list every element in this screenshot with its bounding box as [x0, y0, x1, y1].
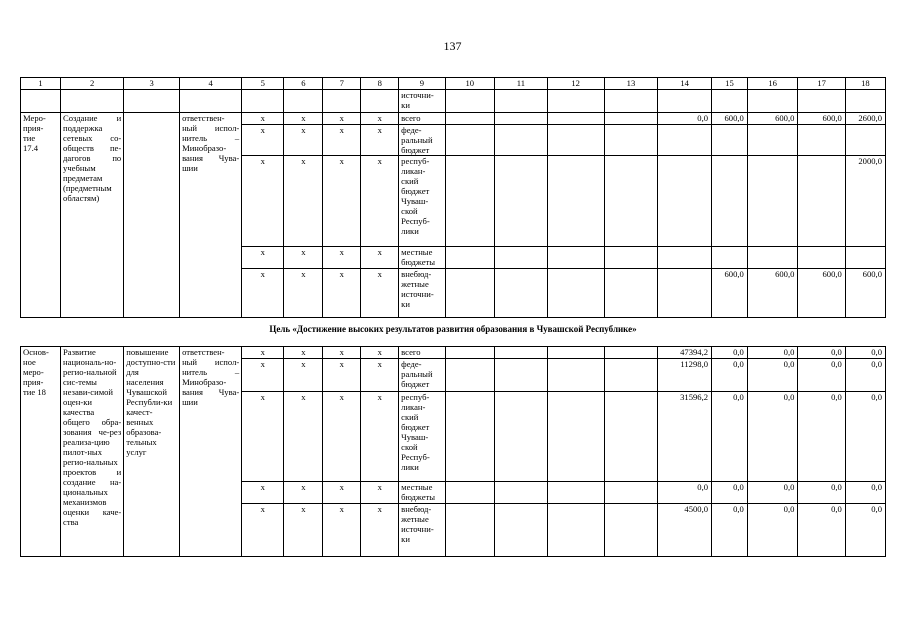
- table-row: [21, 347, 886, 359]
- grbs-cell: x: [361, 392, 399, 482]
- empty-cell: [845, 90, 885, 113]
- value-cell: 0,0: [712, 347, 748, 359]
- value-cell: [445, 156, 495, 247]
- value-cell: [445, 125, 495, 156]
- header-cell: 12: [547, 78, 604, 90]
- grbs-cell: x: [323, 504, 361, 557]
- header-cell: 10: [445, 78, 495, 90]
- value-cell: [547, 504, 604, 557]
- value-cell: 0,0: [658, 113, 712, 125]
- value-cell: [845, 125, 885, 156]
- empty-cell: [445, 90, 495, 113]
- value-cell: 600,0: [712, 113, 748, 125]
- value-cell: [495, 392, 548, 482]
- value-cell: [495, 359, 548, 392]
- source-cell: всего: [399, 113, 445, 125]
- value-cell: [658, 269, 712, 318]
- value-cell: 0,0: [798, 504, 845, 557]
- value-cell: [604, 347, 658, 359]
- header-cell: 18: [845, 78, 885, 90]
- grbs-cell: x: [323, 392, 361, 482]
- value-cell: [604, 392, 658, 482]
- empty-cell: [323, 90, 361, 113]
- grbs-cell: x: [242, 482, 284, 504]
- grbs-cell: x: [284, 392, 323, 482]
- measure-code: Меро- прия- тие 17.4: [21, 113, 61, 318]
- value-cell: 0,0: [798, 392, 845, 482]
- value-cell: [604, 504, 658, 557]
- value-cell: [604, 125, 658, 156]
- value-cell: 0,0: [798, 482, 845, 504]
- empty-cell: [284, 90, 323, 113]
- grbs-cell: x: [361, 125, 399, 156]
- table-row: [21, 113, 886, 125]
- value-cell: [747, 156, 798, 247]
- empty-cell: [21, 90, 61, 113]
- measure-goal: повышение доступно-сти для населения Чувашской Республи-ки качест-венных образова-тельных услуг: [124, 347, 180, 557]
- value-cell: [747, 125, 798, 156]
- empty-cell: [747, 90, 798, 113]
- measure-executor: ответствен-ный испол-нитель – Минобразо-вания Чува-шии: [180, 113, 242, 318]
- header-cell: 16: [747, 78, 798, 90]
- value-cell: [495, 347, 548, 359]
- grbs-cell: x: [242, 247, 284, 269]
- source-cell: феде- ральный бюджет: [399, 359, 445, 392]
- value-cell: 600,0: [747, 113, 798, 125]
- header-cell: 14: [658, 78, 712, 90]
- value-cell: 4500,0: [658, 504, 712, 557]
- value-cell: 0,0: [712, 504, 748, 557]
- value-cell: 11298,0: [658, 359, 712, 392]
- value-cell: [445, 482, 495, 504]
- value-cell: [658, 125, 712, 156]
- value-cell: [658, 247, 712, 269]
- measure-executor: ответствен-ный испол-нитель – Минобразо-вания Чува-шии: [180, 347, 242, 557]
- value-cell: 2000,0: [845, 156, 885, 247]
- header-cell: 6: [284, 78, 323, 90]
- value-cell: [495, 247, 548, 269]
- grbs-cell: x: [323, 269, 361, 318]
- source-cell: респуб- ликан- ский бюджет Чуваш- ской Респуб- лики: [399, 156, 445, 247]
- grbs-cell: x: [323, 347, 361, 359]
- value-cell: [547, 269, 604, 318]
- header-cell: 9: [399, 78, 445, 90]
- value-cell: [547, 347, 604, 359]
- grbs-cell: x: [361, 113, 399, 125]
- grbs-cell: x: [284, 359, 323, 392]
- value-cell: 600,0: [845, 269, 885, 318]
- value-cell: 0,0: [747, 347, 798, 359]
- empty-cell: [61, 90, 124, 113]
- grbs-cell: x: [284, 269, 323, 318]
- value-cell: 600,0: [712, 269, 748, 318]
- value-cell: 31596,2: [658, 392, 712, 482]
- value-cell: [547, 359, 604, 392]
- value-cell: [604, 247, 658, 269]
- value-cell: [495, 156, 548, 247]
- empty-cell: [495, 90, 548, 113]
- value-cell: 0,0: [747, 482, 798, 504]
- value-cell: 0,0: [712, 392, 748, 482]
- grbs-cell: x: [242, 156, 284, 247]
- value-cell: [604, 359, 658, 392]
- grbs-cell: x: [284, 156, 323, 247]
- value-cell: 47394,2: [658, 347, 712, 359]
- source-cell: респуб- ликан- ский бюджет Чуваш- ской Респуб- лики: [399, 392, 445, 482]
- empty-cell: [658, 90, 712, 113]
- value-cell: [547, 156, 604, 247]
- value-cell: 0,0: [798, 347, 845, 359]
- value-cell: [547, 392, 604, 482]
- grbs-cell: x: [361, 247, 399, 269]
- value-cell: 0,0: [658, 482, 712, 504]
- measure-name: Создание и поддержка сетевых со-обществ пе-дагогов по учебным предметам (предметным областям): [61, 113, 124, 318]
- value-cell: [658, 156, 712, 247]
- value-cell: 0,0: [845, 482, 885, 504]
- value-cell: [547, 247, 604, 269]
- goal-heading: Цель «Достижение высоких результатов развития образования в Чувашской Республике»: [269, 324, 637, 334]
- value-cell: [747, 247, 798, 269]
- value-cell: [798, 247, 845, 269]
- grbs-cell: x: [242, 347, 284, 359]
- empty-cell: [547, 90, 604, 113]
- empty-cell: [242, 90, 284, 113]
- value-cell: [445, 504, 495, 557]
- value-cell: [798, 156, 845, 247]
- grbs-cell: x: [284, 113, 323, 125]
- value-cell: 600,0: [798, 113, 845, 125]
- value-cell: 0,0: [747, 359, 798, 392]
- grbs-cell: x: [242, 125, 284, 156]
- empty-cell: [180, 90, 242, 113]
- value-cell: 2600,0: [845, 113, 885, 125]
- source-cell: местные бюджеты: [399, 247, 445, 269]
- value-cell: [445, 347, 495, 359]
- grbs-cell: x: [284, 482, 323, 504]
- source-cell: внебюд- жетные источни- ки: [399, 504, 445, 557]
- source-cell: местные бюджеты: [399, 482, 445, 504]
- source-cell: внебюд- жетные источни- ки: [399, 269, 445, 318]
- source-cell: источни- ки: [399, 90, 445, 113]
- header-cell: 8: [361, 78, 399, 90]
- value-cell: [712, 156, 748, 247]
- grbs-cell: x: [242, 269, 284, 318]
- table-row: [21, 90, 886, 113]
- grbs-cell: x: [361, 269, 399, 318]
- table-top: [20, 77, 886, 318]
- value-cell: [445, 113, 495, 125]
- grbs-cell: x: [242, 392, 284, 482]
- grbs-cell: x: [323, 156, 361, 247]
- measure-code: Основ- ное меро- прия- тие 18: [21, 347, 61, 557]
- empty-cell: [604, 90, 658, 113]
- grbs-cell: x: [284, 125, 323, 156]
- value-cell: 0,0: [747, 504, 798, 557]
- value-cell: [604, 269, 658, 318]
- header-cell: 1: [21, 78, 61, 90]
- grbs-cell: x: [323, 113, 361, 125]
- value-cell: 0,0: [747, 392, 798, 482]
- grbs-cell: x: [361, 359, 399, 392]
- empty-cell: [361, 90, 399, 113]
- value-cell: 0,0: [845, 392, 885, 482]
- header-cell: 5: [242, 78, 284, 90]
- grbs-cell: x: [323, 247, 361, 269]
- header-cell: 11: [495, 78, 548, 90]
- value-cell: [712, 125, 748, 156]
- value-cell: [712, 247, 748, 269]
- grbs-cell: x: [242, 113, 284, 125]
- source-cell: всего: [399, 347, 445, 359]
- value-cell: 600,0: [747, 269, 798, 318]
- value-cell: 0,0: [712, 359, 748, 392]
- value-cell: [604, 482, 658, 504]
- grbs-cell: x: [323, 125, 361, 156]
- grbs-cell: x: [284, 247, 323, 269]
- header-cell: 17: [798, 78, 845, 90]
- value-cell: 0,0: [845, 359, 885, 392]
- value-cell: [445, 359, 495, 392]
- table-bottom: [20, 346, 886, 557]
- header-cell: 4: [180, 78, 242, 90]
- source-cell: феде- ральный бюджет: [399, 125, 445, 156]
- grbs-cell: x: [242, 359, 284, 392]
- value-cell: [445, 247, 495, 269]
- value-cell: [547, 125, 604, 156]
- header-cell: 15: [712, 78, 748, 90]
- header-row: [21, 78, 886, 90]
- grbs-cell: x: [284, 347, 323, 359]
- page-number: 137: [443, 39, 462, 53]
- measure-name: Развитие националь-но-регио-нальной сис-темы незави-симой оцен-ки качества общего обра-зования че-рез реализа-цию пилот-ных регио-нальных проектов и создание на-циональных механизмов оценки каче-ства: [61, 347, 124, 557]
- measure-goal: [124, 113, 180, 318]
- value-cell: 0,0: [712, 482, 748, 504]
- value-cell: [845, 247, 885, 269]
- header-cell: 2: [61, 78, 124, 90]
- value-cell: [547, 113, 604, 125]
- grbs-cell: x: [323, 482, 361, 504]
- header-cell: 7: [323, 78, 361, 90]
- value-cell: [495, 113, 548, 125]
- header-cell: 3: [124, 78, 180, 90]
- value-cell: 0,0: [845, 504, 885, 557]
- empty-cell: [124, 90, 180, 113]
- grbs-cell: x: [361, 504, 399, 557]
- empty-cell: [798, 90, 845, 113]
- value-cell: 0,0: [798, 359, 845, 392]
- value-cell: [547, 482, 604, 504]
- empty-cell: [712, 90, 748, 113]
- value-cell: [445, 392, 495, 482]
- value-cell: [604, 156, 658, 247]
- value-cell: [495, 504, 548, 557]
- value-cell: [445, 269, 495, 318]
- value-cell: [604, 113, 658, 125]
- value-cell: [495, 125, 548, 156]
- grbs-cell: x: [323, 359, 361, 392]
- grbs-cell: x: [242, 504, 284, 557]
- value-cell: [495, 269, 548, 318]
- value-cell: 600,0: [798, 269, 845, 318]
- value-cell: 0,0: [845, 347, 885, 359]
- header-cell: 13: [604, 78, 658, 90]
- value-cell: [798, 125, 845, 156]
- grbs-cell: x: [361, 347, 399, 359]
- grbs-cell: x: [361, 482, 399, 504]
- grbs-cell: x: [361, 156, 399, 247]
- value-cell: [495, 482, 548, 504]
- grbs-cell: x: [284, 504, 323, 557]
